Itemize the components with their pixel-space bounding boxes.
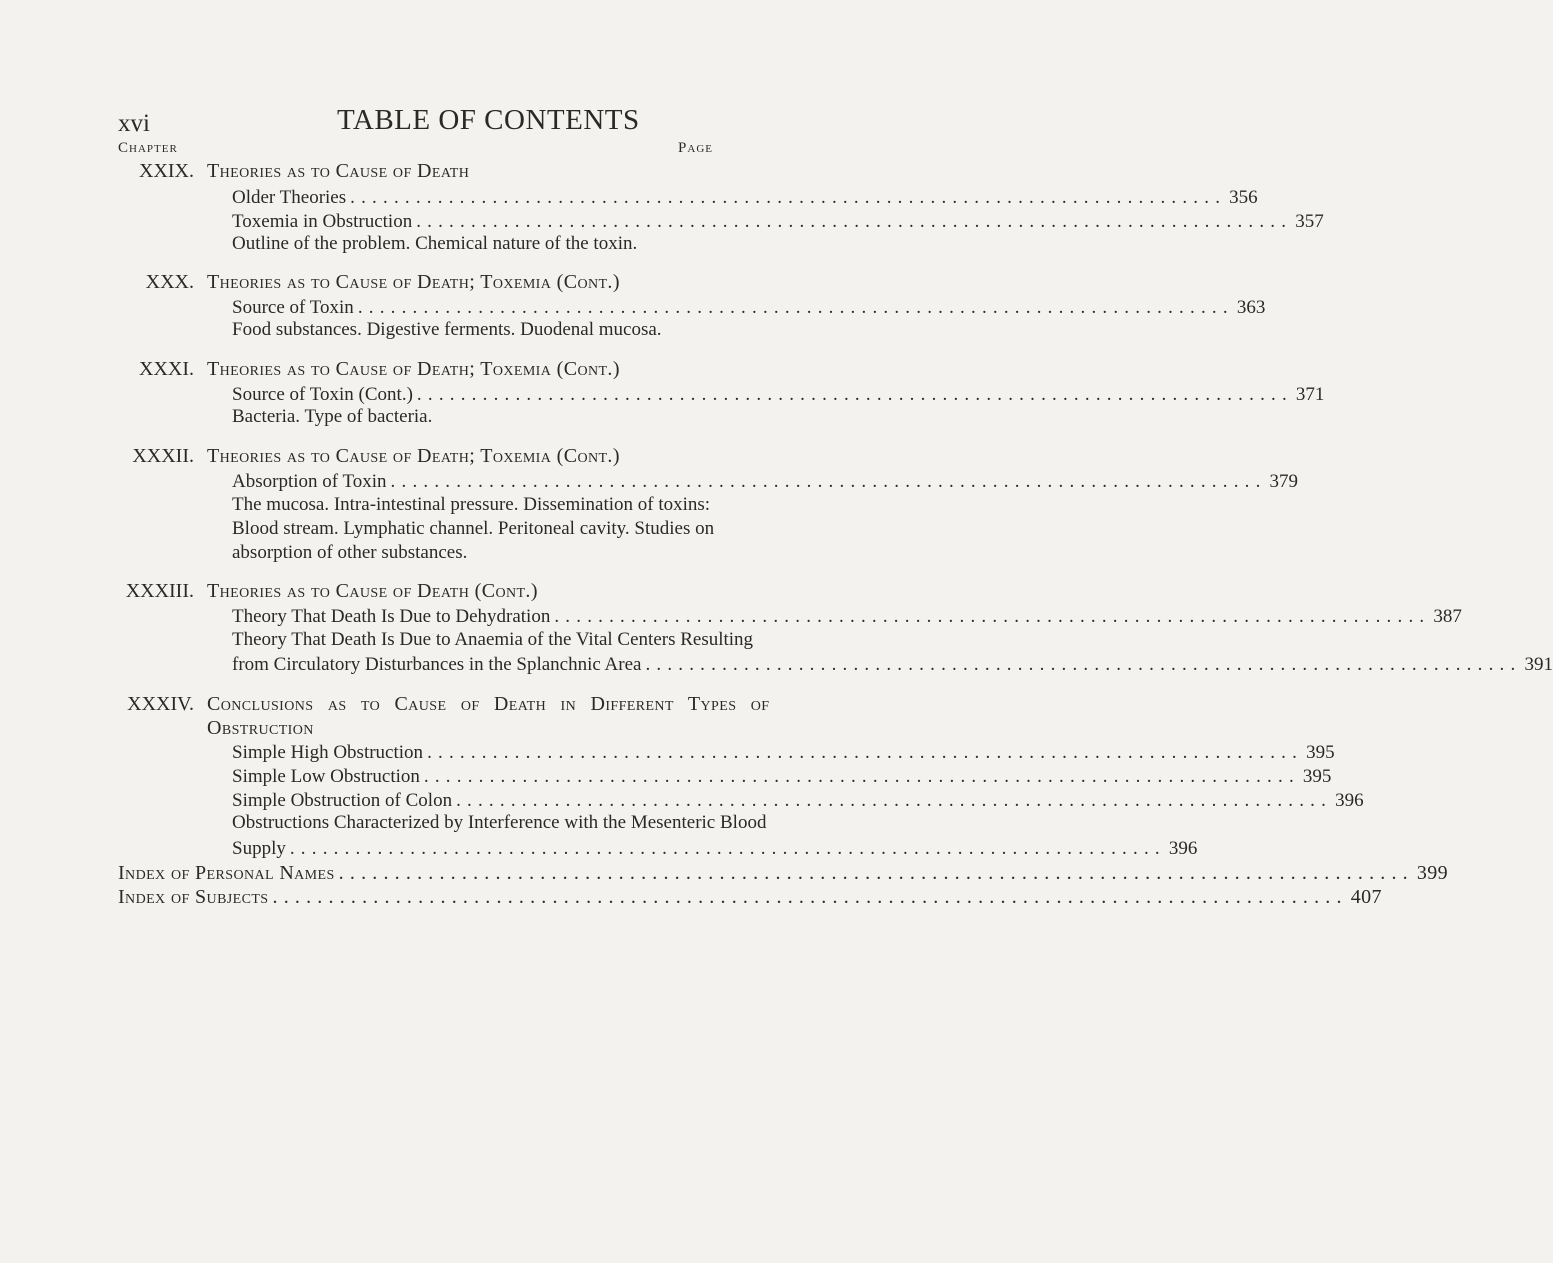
entry-page: 357 xyxy=(1295,211,1324,232)
chapter-number: XXXII. xyxy=(132,445,194,467)
entry-title: Simple Low Obstruction xyxy=(232,766,420,787)
chapter-description: Outline of the problem. Chemical nature of the toxin. xyxy=(232,233,638,254)
chapter-number: XXXI. xyxy=(139,358,194,380)
chapter-title: Conclusions as to Cause of Death in Different Types of xyxy=(207,693,770,715)
entry-page: 387 xyxy=(1433,606,1462,627)
dot-leader: ................................................................................................ xyxy=(272,886,1348,908)
entry-title: Simple Obstruction of Colon xyxy=(232,790,453,811)
entry-page: 371 xyxy=(1295,384,1325,405)
chapter-number: XXIX. xyxy=(139,160,194,182)
dot-leader: ................................................................................................ xyxy=(338,862,1414,884)
chapter-number: XXXIII. xyxy=(125,580,194,602)
entry-title: from Circulatory Disturbances in the Splanchnic Area xyxy=(232,654,642,675)
entry-title: Older Theories xyxy=(232,187,347,208)
toc-entry xyxy=(232,606,1462,628)
entry-title: Theory That Death Is Due to Dehydration xyxy=(232,606,551,627)
entry-page: 395 xyxy=(1302,766,1332,787)
chapter-description: Bacteria. Type of bacteria. xyxy=(232,406,433,427)
entry-title: Toxemia in Obstruction xyxy=(232,211,413,232)
page-numeral: xvi xyxy=(118,110,150,137)
toc-entry xyxy=(232,742,1335,764)
chapter-title: Theories as to Cause of Death; Toxemia (Cont.) xyxy=(207,271,620,293)
entry-title: Source of Toxin xyxy=(232,297,354,318)
entry-page: 399 xyxy=(1416,862,1449,884)
chapter-title: Theories as to Cause of Death; Toxemia (Cont.) xyxy=(207,445,620,467)
entry-title: Simple High Obstruction xyxy=(232,742,424,763)
dot-leader: ................................................................................ xyxy=(554,606,1431,627)
toc-entry xyxy=(232,297,1266,319)
toc-entry xyxy=(232,790,1364,812)
toc-entry xyxy=(232,654,1553,676)
entry-page: 391 xyxy=(1524,654,1553,675)
chapter-description: Blood stream. Lymphatic channel. Peritoneal cavity. Studies on xyxy=(232,518,715,539)
chapter-number: XXXIV. xyxy=(127,693,194,715)
chapter-number: XXX. xyxy=(145,271,194,293)
chapter-description: Food substances. Digestive ferments. Duodenal mucosa. xyxy=(232,319,662,340)
dot-leader: ................................................................................ xyxy=(416,384,1293,405)
chapter-column-label: Chapter xyxy=(118,140,178,156)
page-column-label: Page xyxy=(678,140,713,156)
chapter-description: The mucosa. Intra-intestinal pressure. Dissemination of toxins: xyxy=(232,494,711,515)
entry-title: Index of Personal Names xyxy=(118,862,335,884)
chapter-description: absorption of other substances. xyxy=(232,542,468,563)
entry-page: 356 xyxy=(1229,187,1258,208)
dot-leader: ................................................................................ xyxy=(357,297,1234,318)
entry-page: 379 xyxy=(1269,471,1299,492)
toc-entry xyxy=(232,766,1332,788)
dot-leader: ................................................................................ xyxy=(423,766,1300,787)
entry-page: 396 xyxy=(1168,838,1198,859)
chapter-title: Theories as to Cause of Death; Toxemia (Cont.) xyxy=(207,358,620,380)
toc-entry xyxy=(232,471,1299,493)
entry-page: 396 xyxy=(1335,790,1364,811)
dot-leader: ................................................................................ xyxy=(456,790,1333,811)
toc-entry xyxy=(232,838,1198,860)
toc-entry xyxy=(232,187,1258,209)
entry-page: 407 xyxy=(1350,886,1382,908)
entry-title: Theory That Death Is Due to Anaemia of the Vital Centers Resulting xyxy=(232,629,754,650)
entry-title: Absorption of Toxin xyxy=(232,471,387,492)
page-title: TABLE OF CONTENTS xyxy=(337,104,640,136)
entry-title: Source of Toxin (Cont.) xyxy=(232,384,413,405)
toc-entry xyxy=(118,886,1382,909)
toc-entry xyxy=(232,384,1325,406)
dot-leader: ................................................................................ xyxy=(350,187,1227,208)
dot-leader: ................................................................................ xyxy=(645,654,1522,675)
entry-title: Obstructions Characterized by Interference with the Mesenteric Blood xyxy=(232,812,767,833)
chapter-title: Obstruction xyxy=(207,717,314,739)
entry-page: 363 xyxy=(1236,297,1266,318)
dot-leader: ................................................................................ xyxy=(416,211,1293,232)
entry-page: 395 xyxy=(1306,742,1335,763)
toc-entry xyxy=(232,211,1324,233)
chapter-title: Theories as to Cause of Death xyxy=(207,160,470,182)
dot-leader: ................................................................................ xyxy=(427,742,1304,763)
dot-leader: ................................................................................ xyxy=(289,838,1166,859)
toc-entry xyxy=(118,862,1449,885)
entry-title: Supply xyxy=(232,838,286,859)
entry-title: Index of Subjects xyxy=(118,886,269,908)
chapter-title: Theories as to Cause of Death (Cont.) xyxy=(207,580,538,602)
dot-leader: ................................................................................ xyxy=(390,471,1267,492)
